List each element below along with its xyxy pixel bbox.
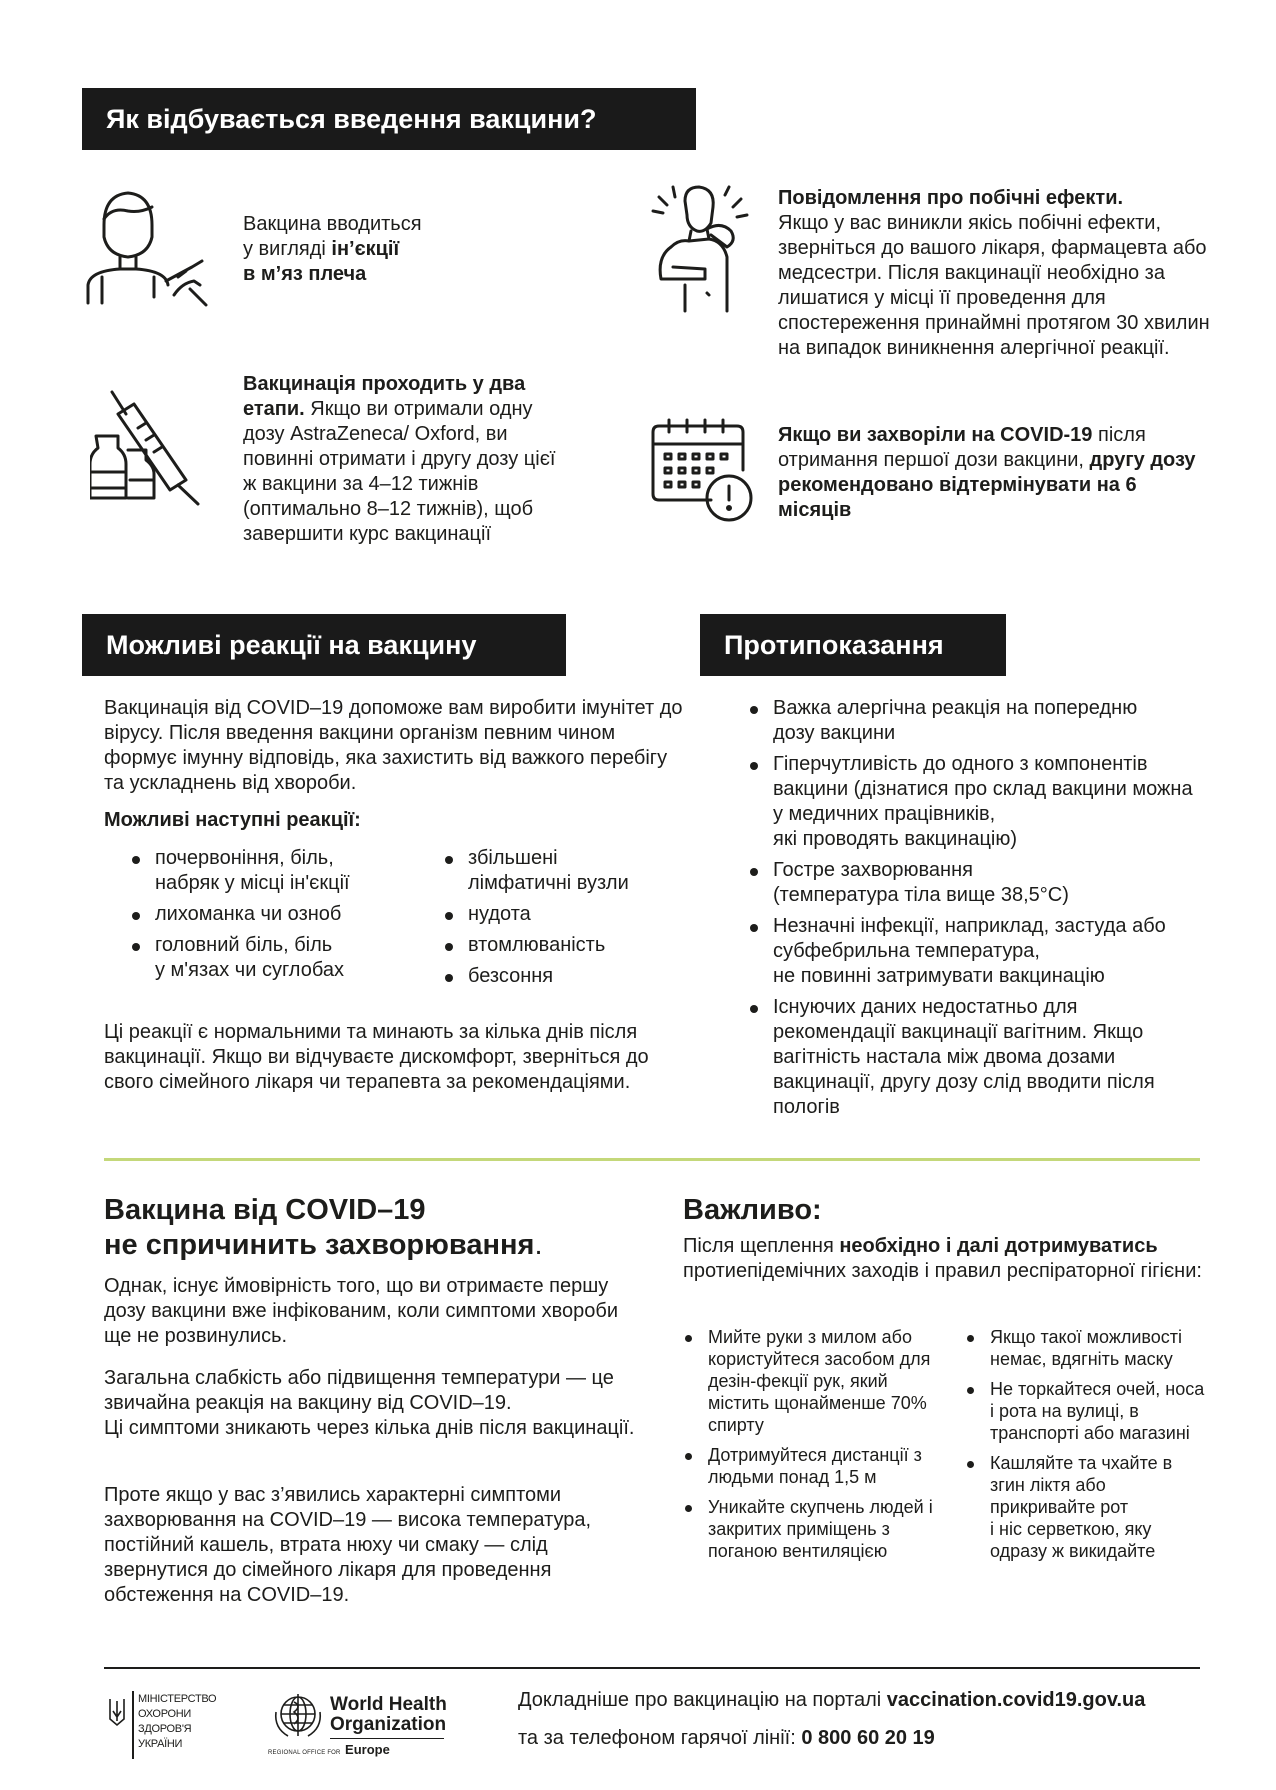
reactions-outro: Ці реакції є нормальними та минають за кілька днів після вакцинації. Якщо ви відчуваєте дискомфорт, зверніться до свого сімейного лікаря чи терапевта за рекомендаціями. bbox=[104, 1021, 649, 1093]
who-name-line-2: Organization bbox=[330, 1714, 447, 1735]
list-item: Якщо такої можливості немає, вдягніть маску bbox=[965, 1326, 1205, 1370]
important-list-col1 bbox=[683, 1326, 943, 1562]
safe-paragraph-2: Загальна слабкість або підвищення температури — це звичайна реакція на вакцину від COVID–19. Ці симптоми зникають через кілька днів після вакцинації. bbox=[104, 1367, 635, 1439]
important-lead-rest: протиепідемічних заходів і правил респіраторної гігієни: bbox=[683, 1260, 1202, 1282]
contraindications-list bbox=[748, 696, 1203, 1120]
side-effects-rest: Якщо у вас виникли якісь побічні ефекти, зверніться до вашого лікаря, фармацевта або медсестри. Після вакцинації необхідно за лишатися у місці її проведення для спостереження принаймні протягом 30 хвилин на випадок виникнення алергічної реакції. bbox=[778, 212, 1210, 359]
moh-line: ЗДОРОВ'Я bbox=[138, 1723, 192, 1735]
two-stages-text bbox=[243, 372, 563, 547]
covid-sick-text bbox=[778, 423, 1208, 523]
moh-logo-text bbox=[138, 1692, 216, 1752]
section-divider bbox=[104, 1158, 1200, 1161]
moh-line: ОХОРОНИ bbox=[138, 1708, 191, 1720]
list-item: почервоніння, біль, набряк у місці ін'єкції bbox=[130, 846, 430, 896]
covid-sick-plain: після отримання першої дози вакцини, bbox=[778, 424, 1146, 471]
safe-title-2: не спричинить захворювання bbox=[104, 1229, 535, 1261]
list-item: Гіперчутливість до одного з компонентів вакцини (дізнатися про склад вакцини можна у медичних працівників, які проводять вакцинацію) bbox=[748, 752, 1203, 852]
injection-bold-1: ін’єкції bbox=[331, 238, 400, 260]
covid-sick-bold-2: другу дозу рекомендовано відтермінувати на 6 місяців bbox=[778, 449, 1196, 521]
list-item: Незначні інфекції, наприклад, застуда або субфебрильна температура, не повинні затримувати вакцинацію bbox=[748, 914, 1203, 989]
list-item: Мийте руки з милом або користуйтеся засобом для дезін-фекції рук, який містить щонайменше 70% спирту bbox=[683, 1326, 943, 1436]
list-item: головний біль, біль у м'язах чи суглобах bbox=[130, 933, 430, 983]
calendar-alert-icon bbox=[651, 418, 755, 524]
safe-paragraph-1: Однак, існує ймовірність того, що ви отримаєте першу дозу вакцини вже інфікованим, коли симптоми хвороби ще не розвинулись. bbox=[104, 1275, 619, 1347]
reactions-list-col1 bbox=[130, 846, 430, 983]
portal-link[interactable]: vaccination.covid19.gov.ua bbox=[886, 1689, 1146, 1711]
important-title: Важливо: bbox=[683, 1194, 822, 1226]
section-header-administration: Як відбувається введення вакцини? bbox=[82, 88, 696, 150]
syringe-vials-icon bbox=[90, 388, 210, 506]
who-rule bbox=[330, 1738, 444, 1739]
important-lead-bold: необхідно і далі дотримуватись bbox=[839, 1235, 1158, 1257]
moh-separator bbox=[132, 1691, 134, 1759]
footer-line2-plain: та за телефоном гарячої лінії: bbox=[518, 1727, 802, 1749]
who-region bbox=[268, 1741, 390, 1759]
list-item: Кашляйте та чхайте в згин ліктя або прикривайте рот і ніс серветкою, яку одразу ж викидайте bbox=[965, 1452, 1205, 1562]
safe-title-dot: . bbox=[534, 1229, 543, 1261]
list-item: Уникайте скупчень людей і закритих приміщень з поганою вентиляцією bbox=[683, 1496, 943, 1562]
injection-plain: Вакцина вводиться у вигляді bbox=[243, 213, 422, 260]
safe-title-1: Вакцина від COVID–19 bbox=[104, 1194, 426, 1226]
important-list-col2 bbox=[965, 1326, 1205, 1562]
who-emblem-icon bbox=[268, 1692, 328, 1742]
covid-sick-bold-1: Якщо ви захворіли на COVID-19 bbox=[778, 424, 1093, 446]
moh-line: УКРАЇНИ bbox=[138, 1738, 183, 1750]
list-item: Важка алергічна реакція на попередню дозу вакцини bbox=[748, 696, 1203, 746]
list-item: Дотримуйтеся дистанції з людьми понад 1,5 м bbox=[683, 1444, 943, 1488]
footer-info-line-2 bbox=[518, 1726, 935, 1751]
footer-info-line-1 bbox=[518, 1688, 1145, 1713]
two-stages-bold: Вакцинація проходить у два етапи. bbox=[243, 373, 526, 420]
footer-divider bbox=[104, 1667, 1200, 1669]
moh-line: МІНІСТЕРСТВО bbox=[138, 1693, 217, 1705]
important-lead-plain: Після щеплення bbox=[683, 1235, 840, 1257]
section-header-reactions: Можливі реакції на вакцину bbox=[82, 614, 566, 676]
safe-paragraph-3: Проте якщо у вас з’явились характерні симптоми захворювання на COVID–19 — висока температура, постійний кашель, втрата нюху чи смаку — слід звернутися до сімейного лікаря для проведення обстеження на COVID–19. bbox=[104, 1484, 592, 1606]
safe-title bbox=[104, 1193, 644, 1263]
reactions-intro: Вакцинація від COVID–19 допоможе вам виробити імунітет до вірусу. Після введення вакцини організм певним чином формує імунну відповідь, яка захистить від важкого перебігу та ускладнень від хвороби. bbox=[104, 697, 683, 794]
ukraine-trident-icon bbox=[108, 1697, 126, 1727]
side-effects-bold: Повідомлення про побічні ефекти. bbox=[778, 187, 1124, 209]
list-item: втомлюваність bbox=[443, 933, 683, 958]
list-item: Не торкайтеся очей, носа і рота на вулиці, в транспорті або магазині bbox=[965, 1378, 1205, 1444]
who-name bbox=[330, 1695, 447, 1735]
list-item: безсоння bbox=[443, 964, 683, 989]
side-effects-text bbox=[778, 186, 1218, 361]
injection-text bbox=[243, 212, 473, 287]
reactions-list-col2 bbox=[443, 846, 683, 989]
important-lead bbox=[683, 1234, 1208, 1284]
who-region-small: REGIONAL OFFICE FOR bbox=[268, 1750, 341, 1756]
list-item: Існуючих даних недостатньо для рекомендації вакцинації вагітним. Якщо вагітність настала між двома дозами вакцинації, другу дозу слід вводити після пологів bbox=[748, 995, 1203, 1120]
footer-line1-plain: Докладніше про вакцинацію на порталі bbox=[518, 1689, 887, 1711]
person-injection-icon bbox=[82, 185, 214, 307]
injection-bold-2: в м’яз плеча bbox=[243, 263, 367, 285]
reactions-subhead: Можливі наступні реакції: bbox=[104, 809, 361, 831]
sick-person-icon bbox=[651, 185, 753, 313]
list-item: нудота bbox=[443, 902, 683, 927]
list-item: Гостре захворювання (температура тіла вище 38,5°C) bbox=[748, 858, 1203, 908]
hotline-number[interactable]: 0 800 60 20 19 bbox=[801, 1727, 935, 1749]
who-name-line-1: World Health bbox=[330, 1694, 447, 1715]
list-item: збільшені лімфатичні вузли bbox=[443, 846, 683, 896]
section-header-contraindications: Протипоказання bbox=[700, 614, 1006, 676]
two-stages-rest: Якщо ви отримали одну дозу AstraZeneca/ Oxford, ви повинні отримати і другу дозу цієї ж вакцини за 4–12 тижнів (оптимально 8–12 тижнів), щоб завершити курс вакцинації bbox=[243, 398, 556, 545]
list-item: лихоманка чи озноб bbox=[130, 902, 430, 927]
who-region-europe: Europe bbox=[345, 1742, 390, 1757]
